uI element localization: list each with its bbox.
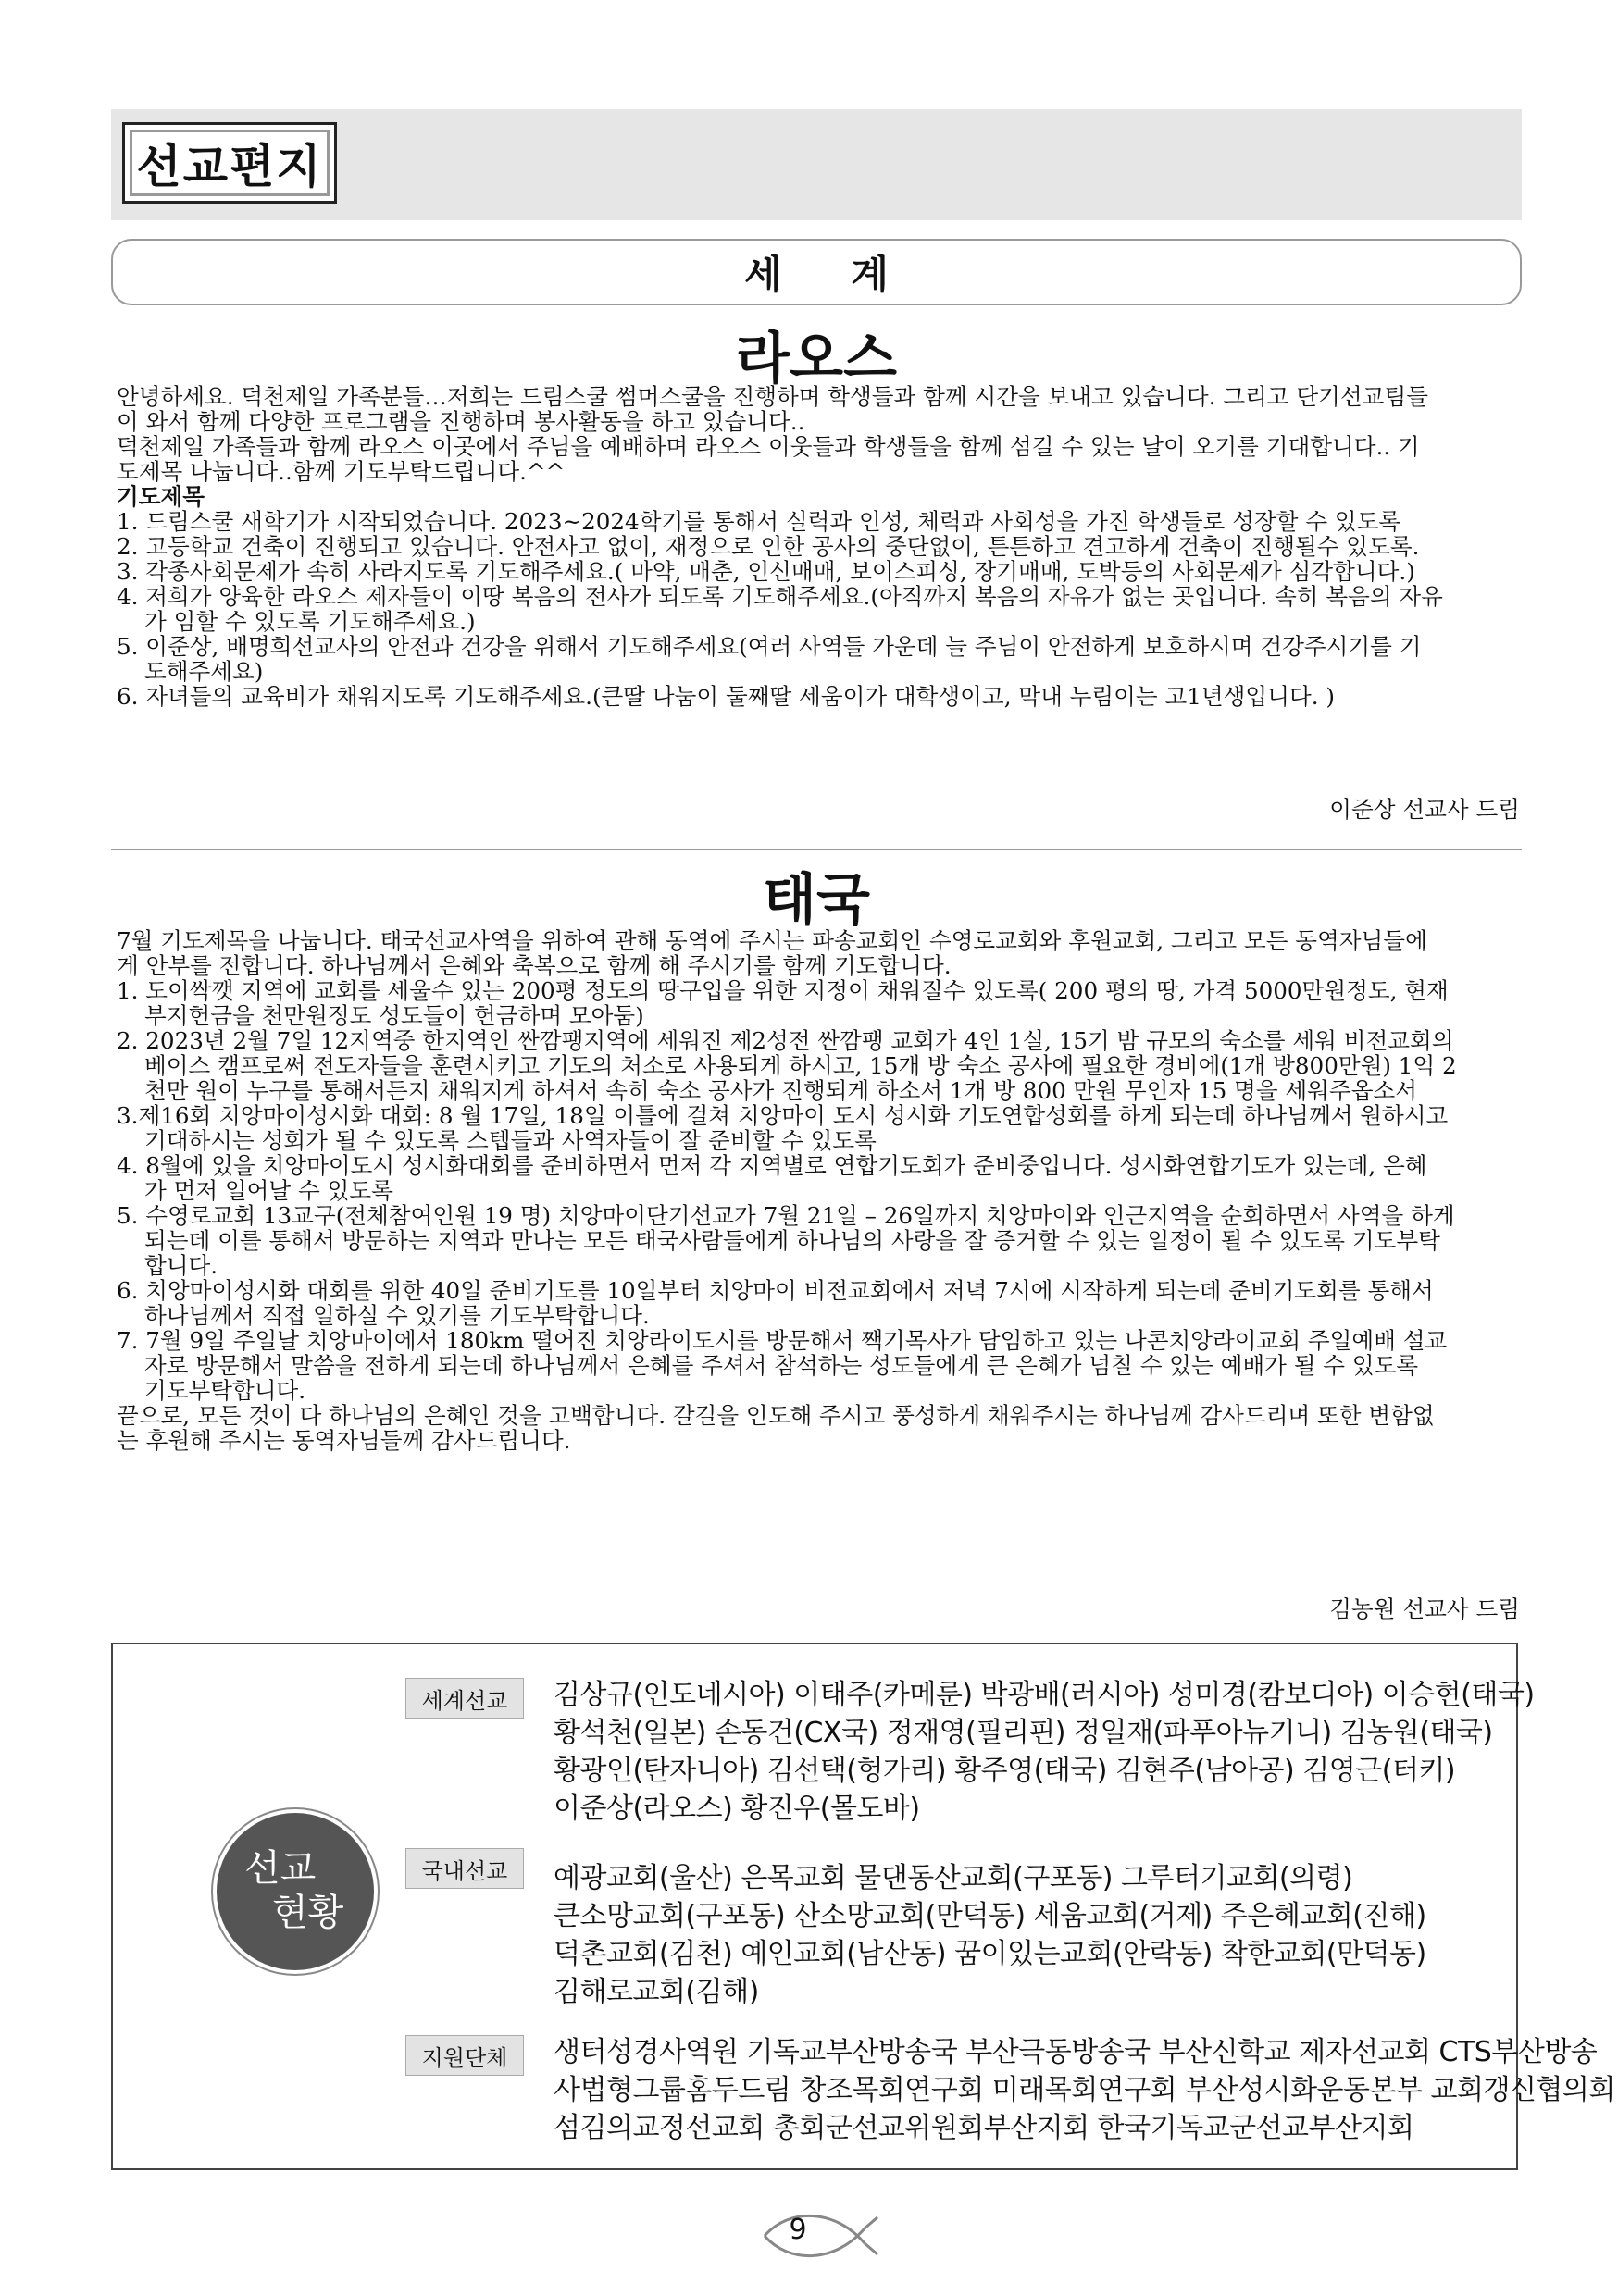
thailand-line: 게 안부를 전합니다. 하나님께서 은혜와 축복으로 함께 해 주시기를 함께 기도합니다. [117,952,952,979]
domestic-mission-line: 예광교회(울산) 은목교회 물댄동산교회(구포동) 그루터기교회(의령) [554,1862,1353,1894]
thailand-line: 끝으로, 모든 것이 다 하나님의 은혜인 것을 고백합니다. 갈길을 인도해 주시고 풍성하게 채워주시는 하나님께 감사드리며 또한 변함없 [117,1402,1435,1429]
mission-status-circle [217,1813,374,1970]
support-org-line: 사법형그룹홈두드림 창조목회연구회 미래목회연구회 부산성시화운동본부 교회갱신협의회 [554,2074,1615,2106]
laos-prayer-item-cont: 도해주세요) [144,658,264,685]
thailand-line: 기대하시는 성회가 될 수 있도록 스텝들과 사역자들이 잘 준비할 수 있도록 [144,1127,877,1154]
category-body-domestic [554,1859,1426,2011]
support-org-line: 생터성경사역원 기독교부산방송국 부산극동방송국 부산신학교 제자선교회 CTS부산방송 [554,2036,1598,2068]
thailand-line: 5. 수영로교회 13교구(전체참여인원 19 명) 치앙마이단기선교가 7월 21일 – 26일까지 치앙마이와 인근지역을 순회하면서 사역을 하게 [117,1202,1455,1229]
laos-prayer-item: 4. 저희가 양육한 라오스 제자들이 이땅 복음의 전사가 되도록 기도해주세요.(아직까지 복음의 자유가 없는 곳입니다. 속히 복음의 자유 [117,583,1443,610]
thailand-line: 베이스 캠프로써 전도자들을 훈련시키고 기도의 처소로 사용되게 하시고, 15개 방 숙소 공사에 필요한 경비에(1개 방800만원) 1억 2 [144,1052,1457,1079]
category-label-world: 세계선교 [405,1678,524,1719]
laos-prayer-item: 2. 고등학교 건축이 진행되고 있습니다. 안전사고 없이, 재정으로 인한 공사의 중단없이, 튼튼하고 견고하게 건축이 진행될수 있도록. [117,533,1420,560]
section-label: 선교편지 [122,122,337,204]
thailand-line: 기도부탁합니다. [144,1377,306,1404]
thailand-line: 7. 7월 9일 주일날 치앙마이에서 180km 떨어진 치앙라이도시를 방문해서 짹기목사가 담임하고 있는 나콘치앙라이교회 주일예배 설교 [117,1327,1448,1354]
laos-prayer-item-cont: 가 임할 수 있도록 기도해주세요.) [144,608,476,635]
section-header-band [111,109,1522,220]
laos-signature: 이준상 선교사 드림 [1329,796,1520,823]
category-label-domestic: 국내선교 [405,1848,524,1889]
page-number: 9 [789,2214,807,2246]
support-org-line: 섬김의교정선교회 총회군선교위원회부산지회 한국기독교군선교부산지회 [554,2112,1414,2144]
thailand-line: 2. 2023년 2월 7일 12지역중 한지역인 싼깜팽지역에 세워진 제2성전 싼깜팽 교회가 4인 1실, 15기 밤 규모의 숙소를 세워 비전교회의 [117,1027,1454,1054]
laos-prayer-item: 3. 각종사회문제가 속히 사라지도록 기도해주세요.( 마약, 매춘, 인신매매, 보이스피싱, 장기매매, 도박등의 사회문제가 심각합니다.) [117,558,1415,585]
world-mission-line: 이준상(라오스) 황진우(몰도바) [554,1793,920,1825]
thailand-line: 는 후원해 주시는 동역자님들께 감사드립니다. [117,1427,571,1454]
laos-intro-line: 이 와서 함께 다양한 프로그램을 진행하며 봉사활동을 하고 있습니다.. [117,408,805,435]
thailand-letter [117,928,1518,1453]
thailand-line: 6. 치앙마이성시화 대회를 위한 40일 준비기도를 10일부터 치앙마이 비전교회에서 저녁 7시에 시작하게 되는데 준비기도회를 통해서 [117,1277,1434,1304]
laos-prayer-item: 5. 이준상, 배명희선교사의 안전과 건강을 위해서 기도해주세요(여러 사역들 가운데 늘 주님이 안전하게 보호하시며 건강주시기를 기 [117,633,1422,660]
thailand-line: 가 먼저 일어날 수 있도록 [144,1177,393,1204]
section-divider [111,849,1522,850]
world-mission-line: 황광인(탄자니아) 김선택(헝가리) 황주영(태국) 김현주(남아공) 김영근(터키) [554,1755,1456,1787]
prayer-title: 기도제목 [117,483,205,510]
thailand-line: 천만 원이 누구를 통해서든지 채워지게 하셔서 속히 숙소 공사가 진행되게 하소서 1개 방 800 만원 무인자 15 명을 세워주옵소서 [144,1077,1417,1104]
thailand-line: 7월 기도제목을 나눕니다. 태국선교사역을 위하여 관해 동역에 주시는 파송교회인 수영로교회와 후원교회, 그리고 모든 동역자님들에 [117,927,1427,954]
category-label-support: 지원단체 [405,2035,524,2076]
world-banner: 세 계 [111,239,1522,305]
category-body-world [554,1676,1535,1828]
laos-letter [117,384,1518,709]
thailand-line: 부지헌금을 천만원정도 성도들이 헌금하며 모아둠) [144,1002,644,1029]
thailand-line: 합니다. [144,1252,218,1279]
world-mission-line: 김상규(인도네시아) 이태주(카메룬) 박광배(러시아) 성미경(캄보디아) 이승현(태국) [554,1679,1535,1711]
laos-prayer-item: 1. 드림스쿨 새학기가 시작되었습니다. 2023~2024학기를 통해서 실력과 인성, 체력과 사회성을 가진 학생들로 성장할 수 있도록 [117,508,1401,535]
laos-title: 라오스 [736,327,897,391]
thailand-line: 1. 도이싹깻 지역에 교회를 세울수 있는 200평 정도의 땅구입을 위한 지정이 채워질수 있도록( 200 평의 땅, 가격 5000만원정도, 현재 [117,977,1449,1004]
thailand-line: 하나님께서 직접 일하실 수 있기를 기도부탁합니다. [144,1302,650,1329]
domestic-mission-line: 김해로교회(김해) [554,1976,759,2008]
thailand-signature: 김농원 선교사 드림 [1329,1595,1520,1622]
laos-intro-line: 안녕하세요. 덕천제일 가족분들…저희는 드림스쿨 썸머스쿨을 진행하며 학생들과 함께 시간을 보내고 있습니다. 그리고 단기선교팀들 [117,383,1428,410]
laos-prayer-item: 6. 자녀들의 교육비가 채워지도록 기도해주세요.(큰딸 나눔이 둘째딸 세움이가 대학생이고, 막내 누림이는 고1년생입니다. ) [117,683,1335,710]
thailand-line: 자로 방문해서 말씀을 전하게 되는데 하나님께서 은혜를 주셔서 참석하는 성도들에게 큰 은혜가 넘칠 수 있는 예배가 될 수 있도록 [144,1352,1419,1379]
category-body-support [554,2033,1615,2147]
thailand-line: 3.제16회 치앙마이성시화 대회: 8 월 17일, 18일 이틀에 걸쳐 치앙마이 도시 성시화 기도연합성회를 하게 되는데 하나님께서 원하시고 [117,1102,1449,1129]
thailand-line: 되는데 이를 통해서 방문하는 지역과 만나는 모든 태국사람들에게 하나님의 사랑을 잘 증거할 수 있는 일정이 될 수 있도록 기도부탁 [144,1227,1440,1254]
domestic-mission-line: 큰소망교회(구포동) 산소망교회(만덕동) 세움교회(거제) 주은혜교회(진해) [554,1900,1426,1932]
circle-label-line1: 선교 [244,1847,317,1890]
circle-label-line2: 현황 [272,1892,344,1934]
thailand-title: 태국 [763,868,870,933]
world-mission-line: 황석천(일본) 손동건(CX국) 정재영(필리핀) 정일재(파푸아뉴기니) 김농원(태국) [554,1717,1493,1749]
laos-intro-line: 도제목 나눕니다..함께 기도부탁드립니다.^^ [117,458,566,485]
domestic-mission-line: 덕촌교회(김천) 예인교회(남산동) 꿈이있는교회(안락동) 착한교회(만덕동) [554,1938,1426,1970]
mission-status-box [111,1643,1615,2170]
thailand-line: 4. 8월에 있을 치앙마이도시 성시화대회를 준비하면서 먼저 각 지역별로 연합기도회가 준비중입니다. 성시화연합기도가 있는데, 은혜 [117,1152,1427,1179]
laos-intro-line: 덕천제일 가족들과 함께 라오스 이곳에서 주님을 예배하며 라오스 이웃들과 학생들을 함께 섬길 수 있는 날이 오기를 기대합니다.. 기 [117,433,1420,460]
